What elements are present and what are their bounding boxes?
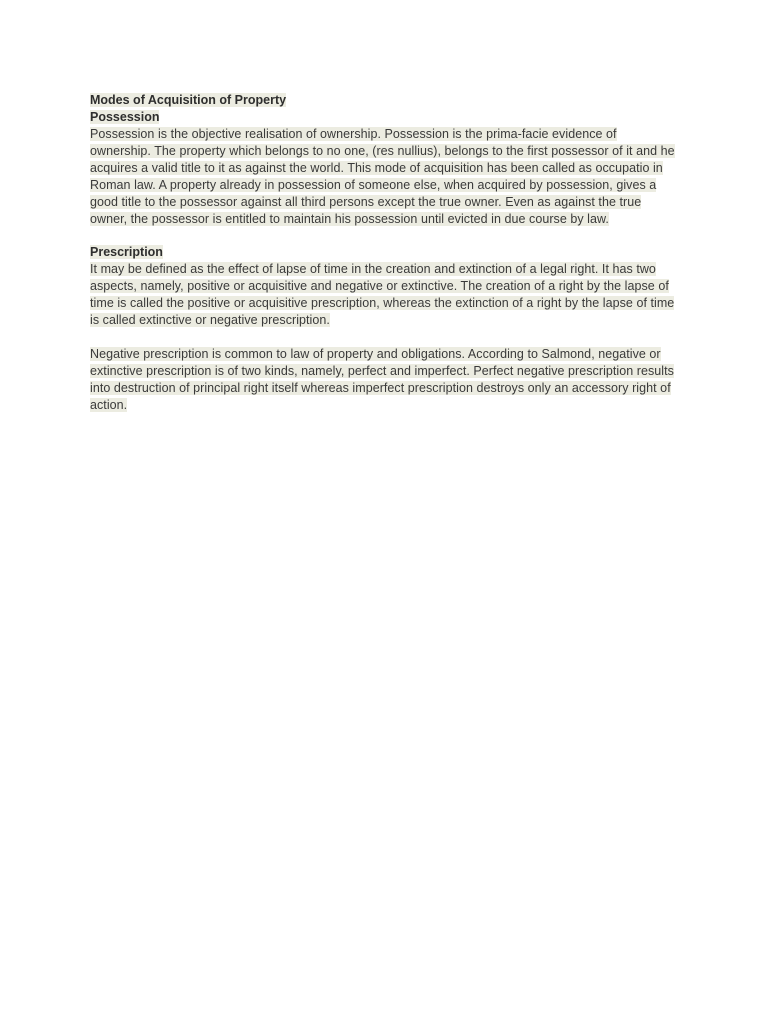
section-spacer	[90, 227, 680, 244]
paragraph-spacer	[90, 329, 680, 346]
document-title	[90, 92, 680, 109]
paragraph-possession	[90, 126, 680, 227]
paragraph-possession-text: Possession is the objective realisation of ownership. Possession is the prima-facie evidence of ownership. The property which belongs to no one, (res nullius), belongs to the first possessor of it and he acquires a valid title to it as against the world. This mode of acquisition has been called as occupatio in Roman law. A property already in possession of someone else, when acquired by possession, gives a good title to the possessor against all third persons except the true owner. Even as against the true owner, the possessor is entitled to maintain his possession until evicted in due course by law.	[90, 127, 675, 226]
document-page	[90, 92, 680, 414]
paragraph-negative-prescription-text: Negative prescription is common to law of property and obligations. According to Salmond, negative or extinctive prescription is of two kinds, namely, perfect and imperfect. Perfect negative prescription results into destruction of principal right itself whereas imperfect prescription destroys only an accessory right of action.	[90, 347, 674, 412]
section-heading-prescription-text: Prescription	[90, 245, 163, 260]
section-heading-possession	[90, 109, 680, 126]
paragraph-prescription-definition-text: It may be defined as the effect of lapse of time in the creation and extinction of a legal right. It has two aspects, namely, positive or acquisitive and negative or extinctive. The creation of a right by the lapse of time is called the positive or acquisitive prescription, whereas the extinction of a right by the lapse of time is called extinctive or negative prescription.	[90, 262, 675, 328]
section-heading-possession-text: Possession	[90, 110, 160, 124]
paragraph-prescription-definition	[90, 261, 680, 329]
section-prescription	[90, 244, 680, 413]
section-heading-prescription	[90, 244, 680, 261]
document-title-text: Modes of Acquisition of Property	[90, 93, 287, 107]
paragraph-negative-prescription	[90, 346, 680, 414]
section-possession	[90, 109, 680, 227]
